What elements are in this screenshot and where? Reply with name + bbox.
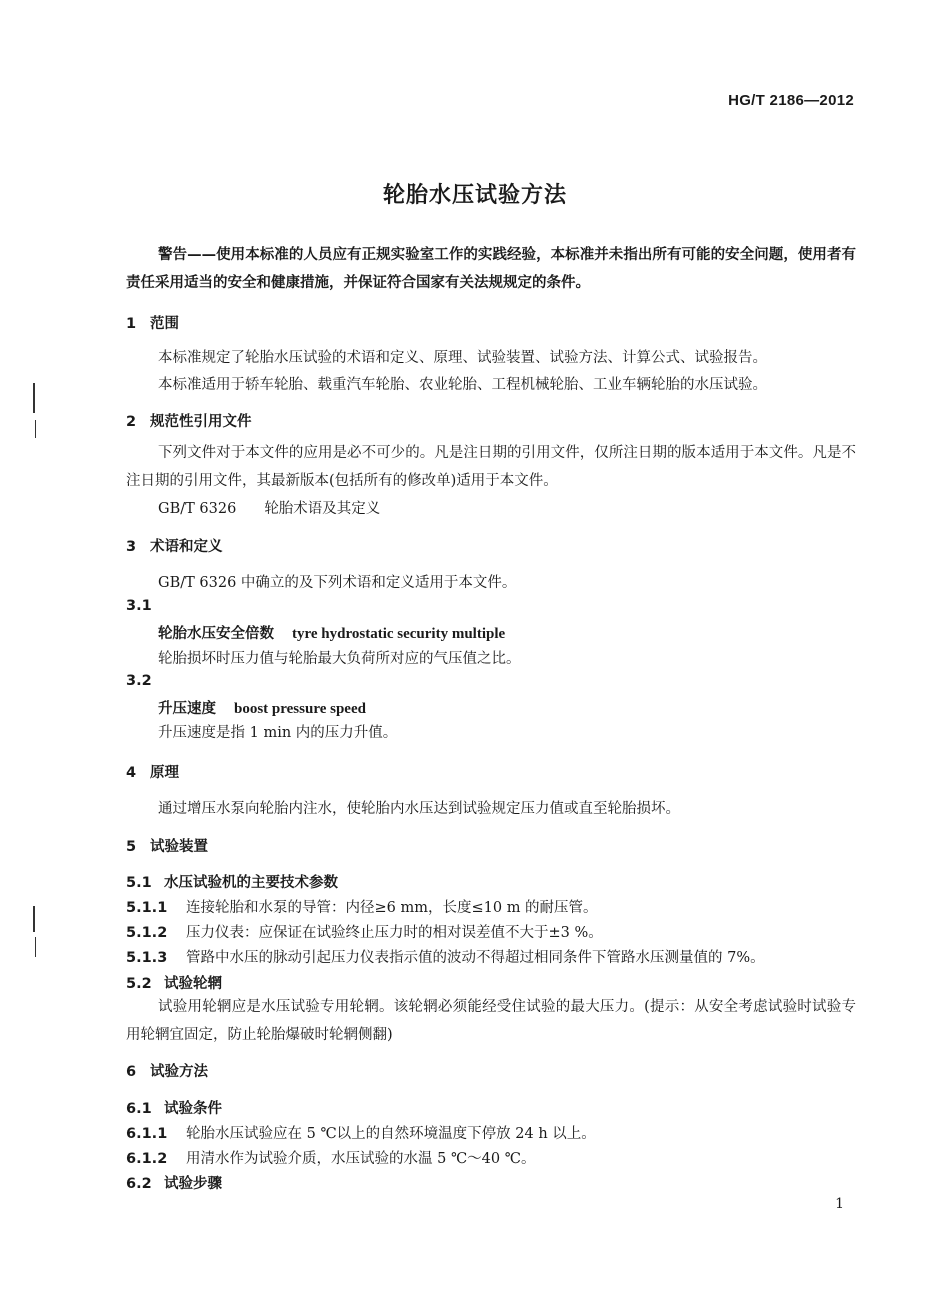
section-3-heading <box>126 535 223 556</box>
clause-number: 6.1.2 <box>126 1151 168 1167</box>
clause-text: 压力仪表：应保证在试验终止压力时的相对误差值不大于±3 %。 <box>186 925 603 941</box>
section-2-heading <box>126 410 252 431</box>
clause-5-1-2 <box>126 921 603 942</box>
clause-number: 5.2 <box>126 976 152 992</box>
section-5-heading <box>126 835 208 856</box>
clause-6-1 <box>126 1097 222 1118</box>
clause-5-1-3 <box>126 946 765 967</box>
section-number: 3 <box>126 539 137 555</box>
section-title: 术语和定义 <box>150 539 223 555</box>
term-3-1-definition: 轮胎损坏时压力值与轮胎最大负荷所对应的气压值之比。 <box>158 651 521 667</box>
clause-number: 5.1.3 <box>126 950 168 966</box>
clause-5-1 <box>126 871 338 892</box>
section-number: 2 <box>126 414 137 430</box>
section-3-para-1: GB/T 6326 中确立的及下列术语和定义适用于本文件。 <box>158 575 517 591</box>
clause-title: 试验轮辋 <box>164 976 222 992</box>
clause-title: 水压试验机的主要技术参数 <box>164 875 338 891</box>
clause-text: 用清水作为试验介质，水压试验的水温 5 ℃～40 ℃。 <box>186 1151 536 1167</box>
warning-paragraph: 警告——使用本标准的人员应有正规实验室工作的实践经验，本标准并未指出所有可能的安全问题，使用者有责任采用适当的安全和健康措施，并保证符合国家有关法规规定的条件。 <box>126 247 856 291</box>
clause-number: 5.1.1 <box>126 900 168 916</box>
clause-5-2 <box>126 972 222 993</box>
term-english: tyre hydrostatic security multiple <box>292 626 506 642</box>
clause-text: 轮胎水压试验应在 5 ℃以上的自然环境温度下停放 24 h 以上。 <box>186 1126 596 1142</box>
document-title: 轮胎水压试验方法 <box>382 183 567 208</box>
clause-number: 5.1 <box>126 875 152 891</box>
clause-title: 试验条件 <box>164 1101 222 1117</box>
section-2-para-1: 下列文件对于本文件的应用是必不可少的。凡是注日期的引用文件，仅所注日期的版本适用于本文件。凡是不注日期的引用文件，其最新版本(包括所有的修改单)适用于本文件。 <box>126 445 856 489</box>
term-english: boost pressure speed <box>234 701 366 717</box>
section-1-para-1: 本标准规定了轮胎水压试验的术语和定义、原理、试验装置、试验方法、计算公式、试验报告。 <box>158 350 767 366</box>
clause-text: 管路中水压的脉动引起压力仪表指示值的波动不得超过相同条件下管路水压测量值的 7%。 <box>186 950 765 966</box>
section-1-para-2: 本标准适用于轿车轮胎、载重汽车轮胎、农业轮胎、工程机械轮胎、工业车辆轮胎的水压试验。 <box>158 377 767 393</box>
section-number: 4 <box>126 765 137 781</box>
clause-6-2 <box>126 1172 222 1193</box>
reference-code: GB/T 6326 <box>158 501 237 517</box>
section-title: 范围 <box>150 316 179 332</box>
scan-mark <box>35 937 36 957</box>
section-title: 原理 <box>150 765 179 781</box>
clause-number: 6.2 <box>126 1176 152 1192</box>
section-1-heading <box>126 312 179 333</box>
clause-number: 6.1.1 <box>126 1126 168 1142</box>
section-title: 试验方法 <box>150 1064 208 1080</box>
scan-mark <box>35 420 36 438</box>
clause-5-2-text: 试验用轮辋应是水压试验专用轮辋。该轮辋必须能经受住试验的最大压力。(提示：从安全考虑试验时试验专用轮辋宜固定，防止轮胎爆破时轮辋侧翻) <box>126 999 856 1043</box>
standard-code: HG/T 2186—2012 <box>728 92 854 109</box>
term-3-2-heading <box>158 697 366 718</box>
scan-mark <box>33 383 35 413</box>
normative-reference <box>158 497 380 518</box>
section-4-para-1: 通过增压水泵向轮胎内注水，使轮胎内水压达到试验规定压力值或直至轮胎损坏。 <box>158 801 680 817</box>
clause-6-1-2 <box>126 1147 535 1168</box>
term-3-1-number: 3.1 <box>126 598 152 614</box>
section-number: 6 <box>126 1064 137 1080</box>
section-6-heading <box>126 1060 208 1081</box>
term-3-2-number: 3.2 <box>126 673 152 689</box>
clause-number: 6.1 <box>126 1101 152 1117</box>
clause-5-1-1 <box>126 896 598 917</box>
term-3-2-definition: 升压速度是指 1 min 内的压力升值。 <box>158 725 398 741</box>
section-4-heading <box>126 761 179 782</box>
reference-title: 轮胎术语及其定义 <box>264 501 381 517</box>
scan-mark <box>33 906 35 932</box>
section-number: 5 <box>126 839 137 855</box>
clause-6-1-1 <box>126 1122 596 1143</box>
term-chinese: 升压速度 <box>158 701 216 717</box>
clause-title: 试验步骤 <box>164 1176 222 1192</box>
section-number: 1 <box>126 316 137 332</box>
section-title: 规范性引用文件 <box>150 414 252 430</box>
term-chinese: 轮胎水压安全倍数 <box>158 626 274 642</box>
clause-number: 5.1.2 <box>126 925 168 941</box>
page-number: 1 <box>835 1196 844 1212</box>
term-3-1-heading <box>158 622 505 643</box>
clause-text: 连接轮胎和水泵的导管：内径≥6 mm，长度≤10 m 的耐压管。 <box>186 900 598 916</box>
section-title: 试验装置 <box>150 839 208 855</box>
